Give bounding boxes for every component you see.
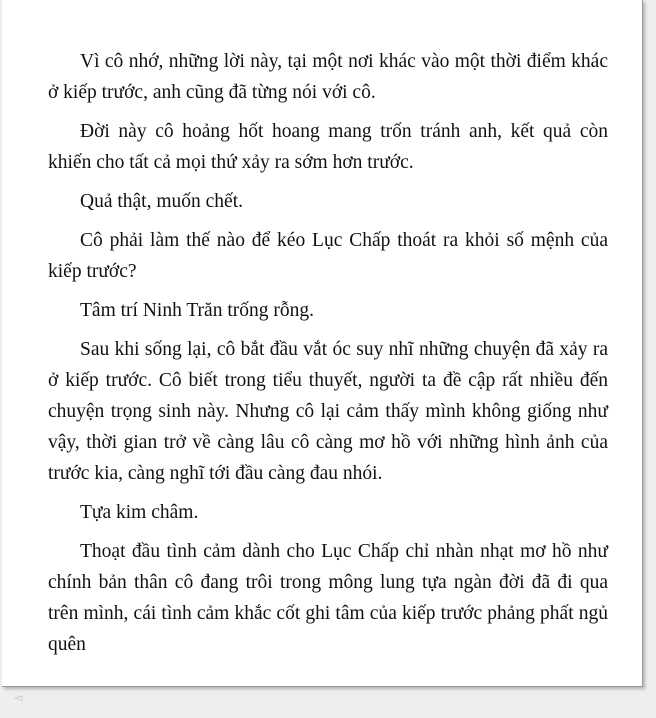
- paragraph: Tâm trí Ninh Trăn trống rỗng.: [80, 300, 314, 321]
- paragraph: Quả thật, muốn chết.: [80, 191, 243, 212]
- document-body: [48, 46, 608, 668]
- paragraph: Đời này cô hoảng hốt hoang mang trốn tránh anh, kết quả còn khiến cho tất cả mọi thứ xảy ra sớm hơn trước.: [48, 121, 608, 173]
- paragraph: Thoạt đầu tình cảm dành cho Lục Chấp chỉ nhàn nhạt mơ hồ như chính bản thân cô đang trôi trong mông lung tựa ngàn đời đã đi qua trên mình, cái tình cảm khắc cốt ghi tâm của kiếp trước phảng phất ngủ quên: [48, 541, 608, 655]
- document-page: [2, 0, 643, 687]
- paragraph: Sau khi sống lại, cô bắt đầu vắt óc suy nhĩ những chuyện đã xảy ra ở kiếp trước. Cô biết trong tiểu thuyết, người ta đề cập rất nhiều đến chuyện trọng sinh này. Nhưng cô lại cảm thấy mình không giống như vậy, thời gian trở về càng lâu cô càng mơ hồ với những hình ảnh của trước kia, càng nghĩ tới đầu càng đau nhói.: [48, 339, 608, 484]
- paragraph: Vì cô nhớ, những lời này, tại một nơi khác vào một thời điểm khác ở kiếp trước, anh cũng đã từng nói với cô.: [48, 51, 608, 103]
- paragraph: Cô phải làm thế nào để kéo Lục Chấp thoát ra khỏi số mệnh của kiếp trước?: [48, 230, 608, 282]
- left-arrow-icon[interactable]: ◅: [14, 691, 23, 704]
- paragraph: Tựa kim châm.: [80, 502, 199, 523]
